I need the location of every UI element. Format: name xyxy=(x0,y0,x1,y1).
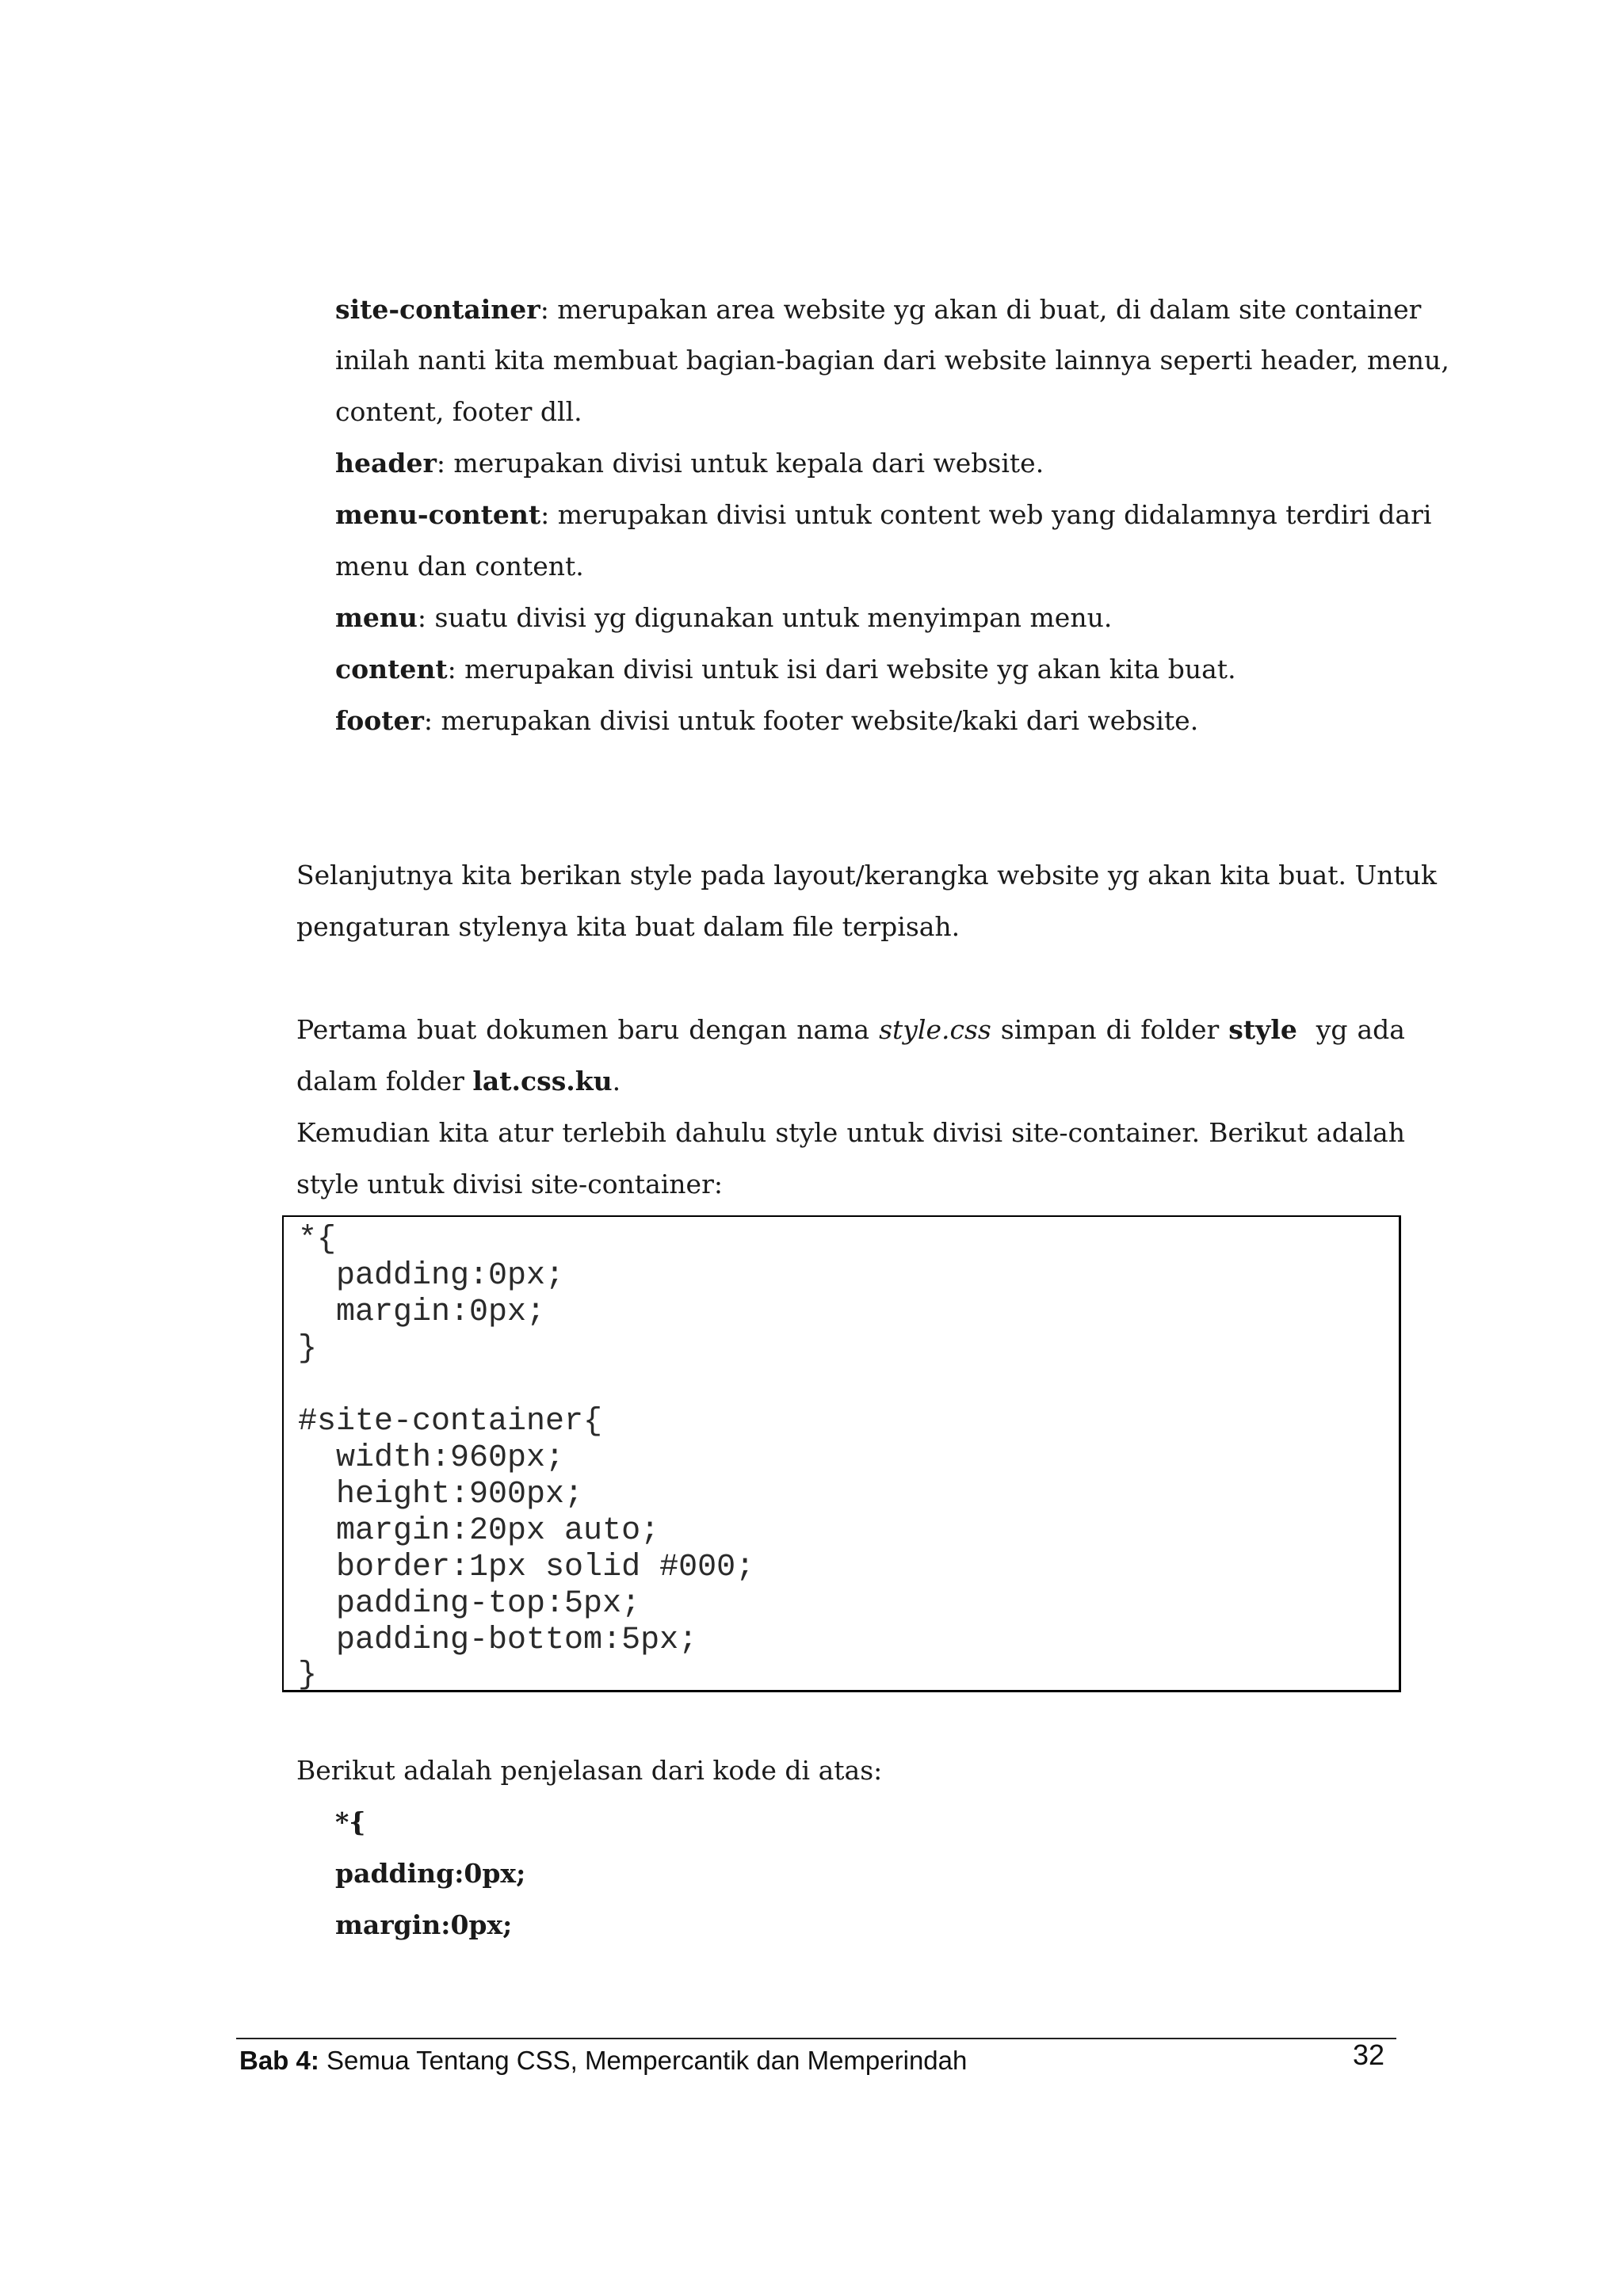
definition-site-container-line3: content, footer dll. xyxy=(335,396,582,427)
chapter-label: Bab 4: xyxy=(239,2046,319,2075)
text-part: . xyxy=(612,1066,621,1097)
term-footer: footer xyxy=(335,705,424,736)
definition-text: : merupakan divisi untuk kepala dari website. xyxy=(436,448,1044,479)
paragraph-first-line2 xyxy=(296,1066,621,1097)
code-line: margin:0px; xyxy=(298,1295,546,1330)
definition-text: : merupakan divisi untuk isi dari website yg akan kita buat. xyxy=(447,654,1236,685)
code-line: padding-bottom:5px; xyxy=(298,1623,698,1658)
definition-menu-content-line1 xyxy=(335,499,1432,531)
definition-text: : suatu divisi yg digunakan untuk menyimpan menu. xyxy=(417,602,1113,633)
text-part: simpan di folder xyxy=(991,1014,1229,1045)
code-line: border:1px solid #000; xyxy=(298,1550,755,1585)
footer-divider xyxy=(236,2038,1396,2039)
code-line: *{ xyxy=(298,1222,337,1257)
term-content: content xyxy=(335,654,448,685)
term-site-container: site-container xyxy=(335,294,540,325)
page-number: 32 xyxy=(1353,2039,1385,2071)
explanation-line: *{ xyxy=(335,1806,366,1837)
code-block xyxy=(282,1215,1401,1692)
explanation-intro: Berikut adalah penjelasan dari kode di atas: xyxy=(296,1755,883,1786)
chapter-title: Semua Tentang CSS, Mempercantik dan Memperindah xyxy=(319,2046,968,2075)
explanation-line: padding:0px; xyxy=(335,1858,526,1889)
paragraph-style-line1: Selanjutnya kita berikan style pada layout/kerangka website yg akan kita buat. Untuk xyxy=(296,860,1438,891)
definition-menu-content-line2: menu dan content. xyxy=(335,551,584,582)
code-line: padding:0px; xyxy=(298,1258,565,1294)
paragraph-then-line2: style untuk divisi site-container: xyxy=(296,1169,723,1199)
footer-chapter xyxy=(239,2045,967,2077)
definition-text: : merupakan divisi untuk footer website/kaki dari website. xyxy=(423,705,1199,736)
paragraph-style-line2: pengaturan stylenya kita buat dalam file terpisah. xyxy=(296,911,960,942)
definition-content xyxy=(335,654,1236,685)
paragraph-then-line1: Kemudian kita atur terlebih dahulu style untuk divisi site-container. Berikut adalah xyxy=(296,1117,1405,1148)
paragraph-first-line1 xyxy=(296,1014,1405,1046)
definition-footer xyxy=(335,705,1198,737)
code-line: height:900px; xyxy=(298,1477,584,1512)
definition-text: : merupakan divisi untuk content web yang didalamnya terdiri dari xyxy=(540,499,1432,530)
term-header: header xyxy=(335,448,437,479)
text-part: dalam folder xyxy=(296,1066,473,1097)
term-menu: menu xyxy=(335,602,418,633)
definition-site-container-line2: inilah nanti kita membuat bagian-bagian dari website lainnya seperti header, menu, xyxy=(335,345,1449,376)
definition-text: : merupakan area website yg akan di buat, di dalam site container xyxy=(540,294,1422,325)
filename: style.css xyxy=(879,1014,991,1045)
code-line: } xyxy=(298,1331,318,1367)
definition-site-container-line1 xyxy=(335,294,1422,326)
code-line: padding-top:5px; xyxy=(298,1586,641,1622)
text-part: Pertama buat dokumen baru dengan nama xyxy=(296,1014,880,1045)
definition-header xyxy=(335,448,1044,479)
folder-name: style xyxy=(1228,1014,1297,1045)
code-line: width:960px; xyxy=(298,1440,565,1476)
definition-menu xyxy=(335,602,1112,634)
code-line: #site-container{ xyxy=(298,1404,603,1440)
code-line: margin:20px auto; xyxy=(298,1513,660,1549)
explanation-line: margin:0px; xyxy=(335,1909,513,1940)
parent-folder-name: lat.css.ku xyxy=(472,1066,613,1097)
code-line: } xyxy=(298,1657,318,1693)
text-part: yg ada xyxy=(1296,1014,1405,1045)
term-menu-content: menu-content xyxy=(335,499,541,530)
